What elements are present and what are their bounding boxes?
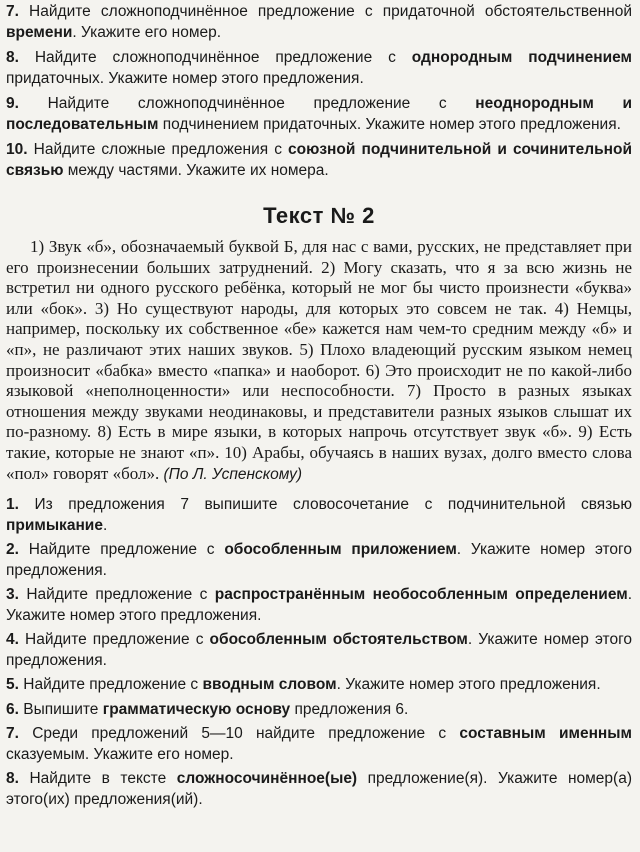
task-text: Из предложения 7 выпишите словосочетание с подчинительной связью (34, 496, 632, 514)
task-keyword: однородным подчинением (411, 49, 633, 66)
task-text: Найдите в тексте (29, 770, 177, 788)
task-number: 7. (6, 3, 19, 20)
task-text: . Укажите номер этого предложения. (6, 586, 633, 624)
task-item (6, 675, 632, 696)
task-text: подчинением придаточных. Укажите номер этого предложения. (158, 115, 621, 133)
task-text: между частями. Укажите их номера. (63, 161, 329, 179)
task-text: сказуемым. Укажите его номер. (6, 745, 234, 763)
task-item (6, 585, 632, 626)
task-text: Найдите сложноподчинённое предложение с придаточной обстоятельственной (29, 3, 632, 20)
task-item (6, 140, 632, 181)
task-keyword: грамматическую основу (102, 700, 291, 718)
task-text: Выпишите (23, 700, 103, 718)
task-item (6, 700, 632, 721)
task-number: 6. (6, 700, 19, 718)
task-keyword: составным именным (459, 725, 632, 743)
task-keyword: союзной подчинительной и сочинительной связью (6, 141, 633, 179)
text-heading: Текст № 2 (263, 203, 375, 228)
task-keyword: обособленным обстоятельством (209, 631, 468, 649)
task-item (6, 630, 632, 671)
task-number: 2. (6, 541, 19, 559)
bottom-task-list (6, 495, 632, 810)
task-text: предложения 6. (290, 700, 409, 718)
task-text: Среди предложений 5—10 найдите предложение с (32, 725, 460, 743)
task-number: 5. (6, 676, 19, 694)
task-text: Найдите предложение с (23, 676, 203, 694)
top-task-list (6, 2, 632, 181)
task-text: предложение(я). Укажите номер(а) этого(их) предложения(ий). (6, 770, 632, 808)
task-number: 1. (6, 496, 19, 514)
task-keyword: обособленным приложением (224, 541, 457, 559)
task-keyword: времени (6, 23, 73, 41)
task-number: 8. (6, 770, 19, 788)
task-text: Найдите предложение с (25, 631, 210, 649)
text-author: (По Л. Успенскому) (163, 465, 303, 483)
task-number: 3. (6, 586, 19, 604)
task-text: . (102, 516, 108, 534)
task-text: . Укажите номер этого предложения. (6, 541, 632, 579)
task-number: 4. (6, 631, 19, 649)
task-number: 10. (6, 141, 28, 158)
task-keyword: неоднородным и последовательным (6, 95, 632, 133)
task-number: 7. (6, 725, 19, 743)
task-keyword: вводным словом (202, 676, 337, 694)
task-text: . Укажите номер этого предложения. (6, 631, 632, 669)
text-passage (6, 237, 632, 485)
task-item (6, 94, 632, 135)
task-item (6, 495, 632, 536)
task-item (6, 48, 632, 89)
task-item (6, 2, 632, 43)
task-keyword: примыкание (6, 516, 103, 534)
task-keyword: распространённым необособленным определением (214, 586, 628, 604)
task-keyword: сложносочинённое(ые) (176, 770, 358, 788)
task-text: Найдите сложноподчинённое предложение с (47, 95, 476, 112)
task-text: придаточных. Укажите номер этого предложения. (6, 69, 364, 87)
task-number: 8. (6, 49, 19, 66)
task-text: . Укажите его номер. (72, 23, 222, 41)
task-item (6, 769, 632, 810)
task-text: . Укажите номер этого предложения. (336, 676, 601, 694)
text-passage-body: 1) Звук «б», обозначаемый буквой Б, для нас с вами, русских, не представляет при его произнесении больших затруднений. 2) Могу сказать, что я за всю жизнь не встретил ни одного русского ребёнка, который не мог бы чисто произнести «буква» или «бок». 3) Но существуют народы, для которых это совсем не так. 4) Немцы, например, поскольку их собственное «бе» кажется нам чем-то средним между «б» и «п», не различают этих наших звуков. 5) Плохо владеющий русским языком немец произносит «бабка» вместо «папка» и наоборот. 6) Это происходит не по какой-либо языковой «неполноценности» или неспособности. 7) Просто в разных языках отношения между звуками неодинаковы, и представители разных языков слышат их по-разному. 8) Есть в мире языки, в которых напрочь отсутствует звук «б». 9) Есть такие, которые не знают «п». 10) Арабы, обучаясь в наших вузах, долго вместо слова «пол» говорят «бол». (6, 237, 632, 483)
task-number: 9. (6, 95, 19, 112)
task-text: Найдите сложные предложения с (33, 141, 289, 158)
task-item (6, 540, 632, 581)
task-text: Найдите предложение с (28, 541, 225, 559)
task-item (6, 724, 632, 765)
task-text: Найдите сложноподчинённое предложение с (34, 49, 412, 66)
task-text: Найдите предложение с (26, 586, 215, 604)
